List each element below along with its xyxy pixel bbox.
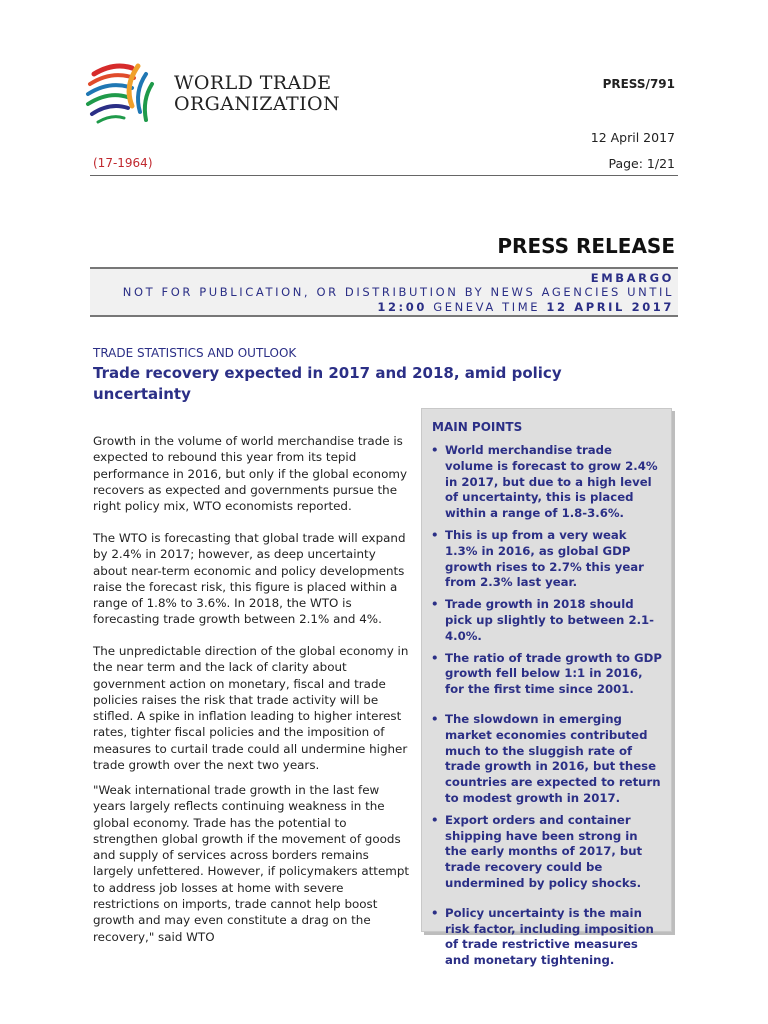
- main-point-text: This is up from a very weak 1.3% in 2016, as global GDP growth rises to 2.7% this year from 2.3% last year.: [445, 527, 644, 590]
- main-point-text: The slowdown in emerging market economies contributed much to the sluggish rate of trade growth in 2016, but these countries are expected to return to modest growth in 2017.: [445, 711, 661, 805]
- main-point-text: Export orders and container shipping have been strong in the early months of 2017, but trade recovery could be undermined by policy shocks.: [445, 812, 643, 890]
- main-point-text: Policy uncertainty is the main risk factor, including imposition of trade restrictive measures and monetary tightening.: [445, 905, 654, 968]
- body-paragraph-2: The WTO is forecasting that global trade will expand by 2.4% in 2017; however, as deep uncertainty about near-term economic and policy developments raise the forecast risk, this figure is placed within a range of 1.8% to 3.6%. In 2018, the WTO is forecasting trade growth between 2.1% and 4%.: [93, 531, 406, 627]
- document-reference: (17-1964): [93, 156, 153, 170]
- release-date: 12 April 2017: [590, 130, 675, 145]
- main-points-list: [430, 443, 662, 969]
- bullet-icon: •: [431, 527, 439, 542]
- header-divider: [90, 175, 678, 176]
- embargo-date: 12 APRIL 2017: [546, 300, 674, 314]
- bullet-icon: •: [431, 711, 439, 726]
- main-point-text: Trade growth in 2018 should pick up slightly to between 2.1-4.0%.: [445, 597, 654, 643]
- organization-name: [174, 73, 340, 115]
- headline: Trade recovery expected in 2017 and 2018, amid policy uncertainty: [93, 364, 562, 403]
- embargo-time-line: [377, 300, 674, 314]
- main-point-text: The ratio of trade growth to GDP growth fell below 1:1 in 2016, for the first time since 2001.: [445, 650, 662, 697]
- main-points-box: [421, 408, 672, 968]
- main-point-item: [430, 813, 662, 892]
- embargo-notice: NOT FOR PUBLICATION, OR DISTRIBUTION BY NEWS AGENCIES UNTIL: [122, 285, 674, 299]
- org-name-line2: ORGANIZATION: [174, 93, 340, 115]
- section-label: TRADE STATISTICS AND OUTLOOK: [93, 346, 297, 360]
- body-paragraph-3: The unpredictable direction of the global economy in the near term and the lack of clarity about government action on monetary, fiscal and trade policies raises the risk that trade activity will be stifled. A spike in inflation leading to higher interest rates, tighter fiscal policies and the imposition of measures to curtail trade could all undermine higher trade growth over the next two years.: [93, 644, 409, 773]
- bullet-icon: •: [431, 443, 439, 457]
- main-point-item: [430, 906, 662, 969]
- body-paragraph-1: Growth in the volume of world merchandise trade is expected to rebound this year from its tepid performance in 2016, but only if the global economy recovers as expected and governments pursue the right policy mix, WTO economists reported.: [93, 434, 407, 514]
- bullet-icon: •: [431, 597, 439, 612]
- press-number: PRESS/791: [602, 77, 675, 91]
- org-name-line1: WORLD TRADE: [174, 72, 332, 94]
- main-point-item: [430, 528, 662, 591]
- main-point-item: [430, 597, 662, 644]
- embargo-title: EMBARGO: [590, 271, 674, 285]
- bullet-icon: •: [431, 905, 439, 920]
- main-point-item: [430, 651, 662, 698]
- body-paragraph-4: "Weak international trade growth in the last few years largely reflects continuing weakness in the global economy. Trade has the potential to strengthen global growth if the movement of goods and supply of services across borders remains largely unfettered. However, if policymakers attempt to address job losses at home with severe restrictions on imports, trade cannot help boost growth and may even constitute a drag on the recovery," said WTO: [93, 783, 410, 944]
- wto-logo-icon: [84, 60, 164, 134]
- embargo-time: 12:00: [377, 300, 427, 314]
- bullet-icon: •: [431, 812, 439, 827]
- press-release-label: PRESS RELEASE: [497, 234, 675, 258]
- embargo-box: [90, 267, 678, 317]
- page-number: Page: 1/21: [608, 156, 675, 171]
- main-point-item: [430, 712, 662, 807]
- main-points-title: MAIN POINTS: [432, 420, 523, 434]
- main-point-item: [430, 443, 662, 522]
- bullet-icon: •: [431, 650, 439, 665]
- main-point-text: World merchandise trade volume is forecast to grow 2.4% in 2017, but due to a high level of uncertainty, this is placed within a range of 1.8-3.6%.: [445, 443, 658, 521]
- embargo-place: GENEVA TIME: [433, 300, 541, 314]
